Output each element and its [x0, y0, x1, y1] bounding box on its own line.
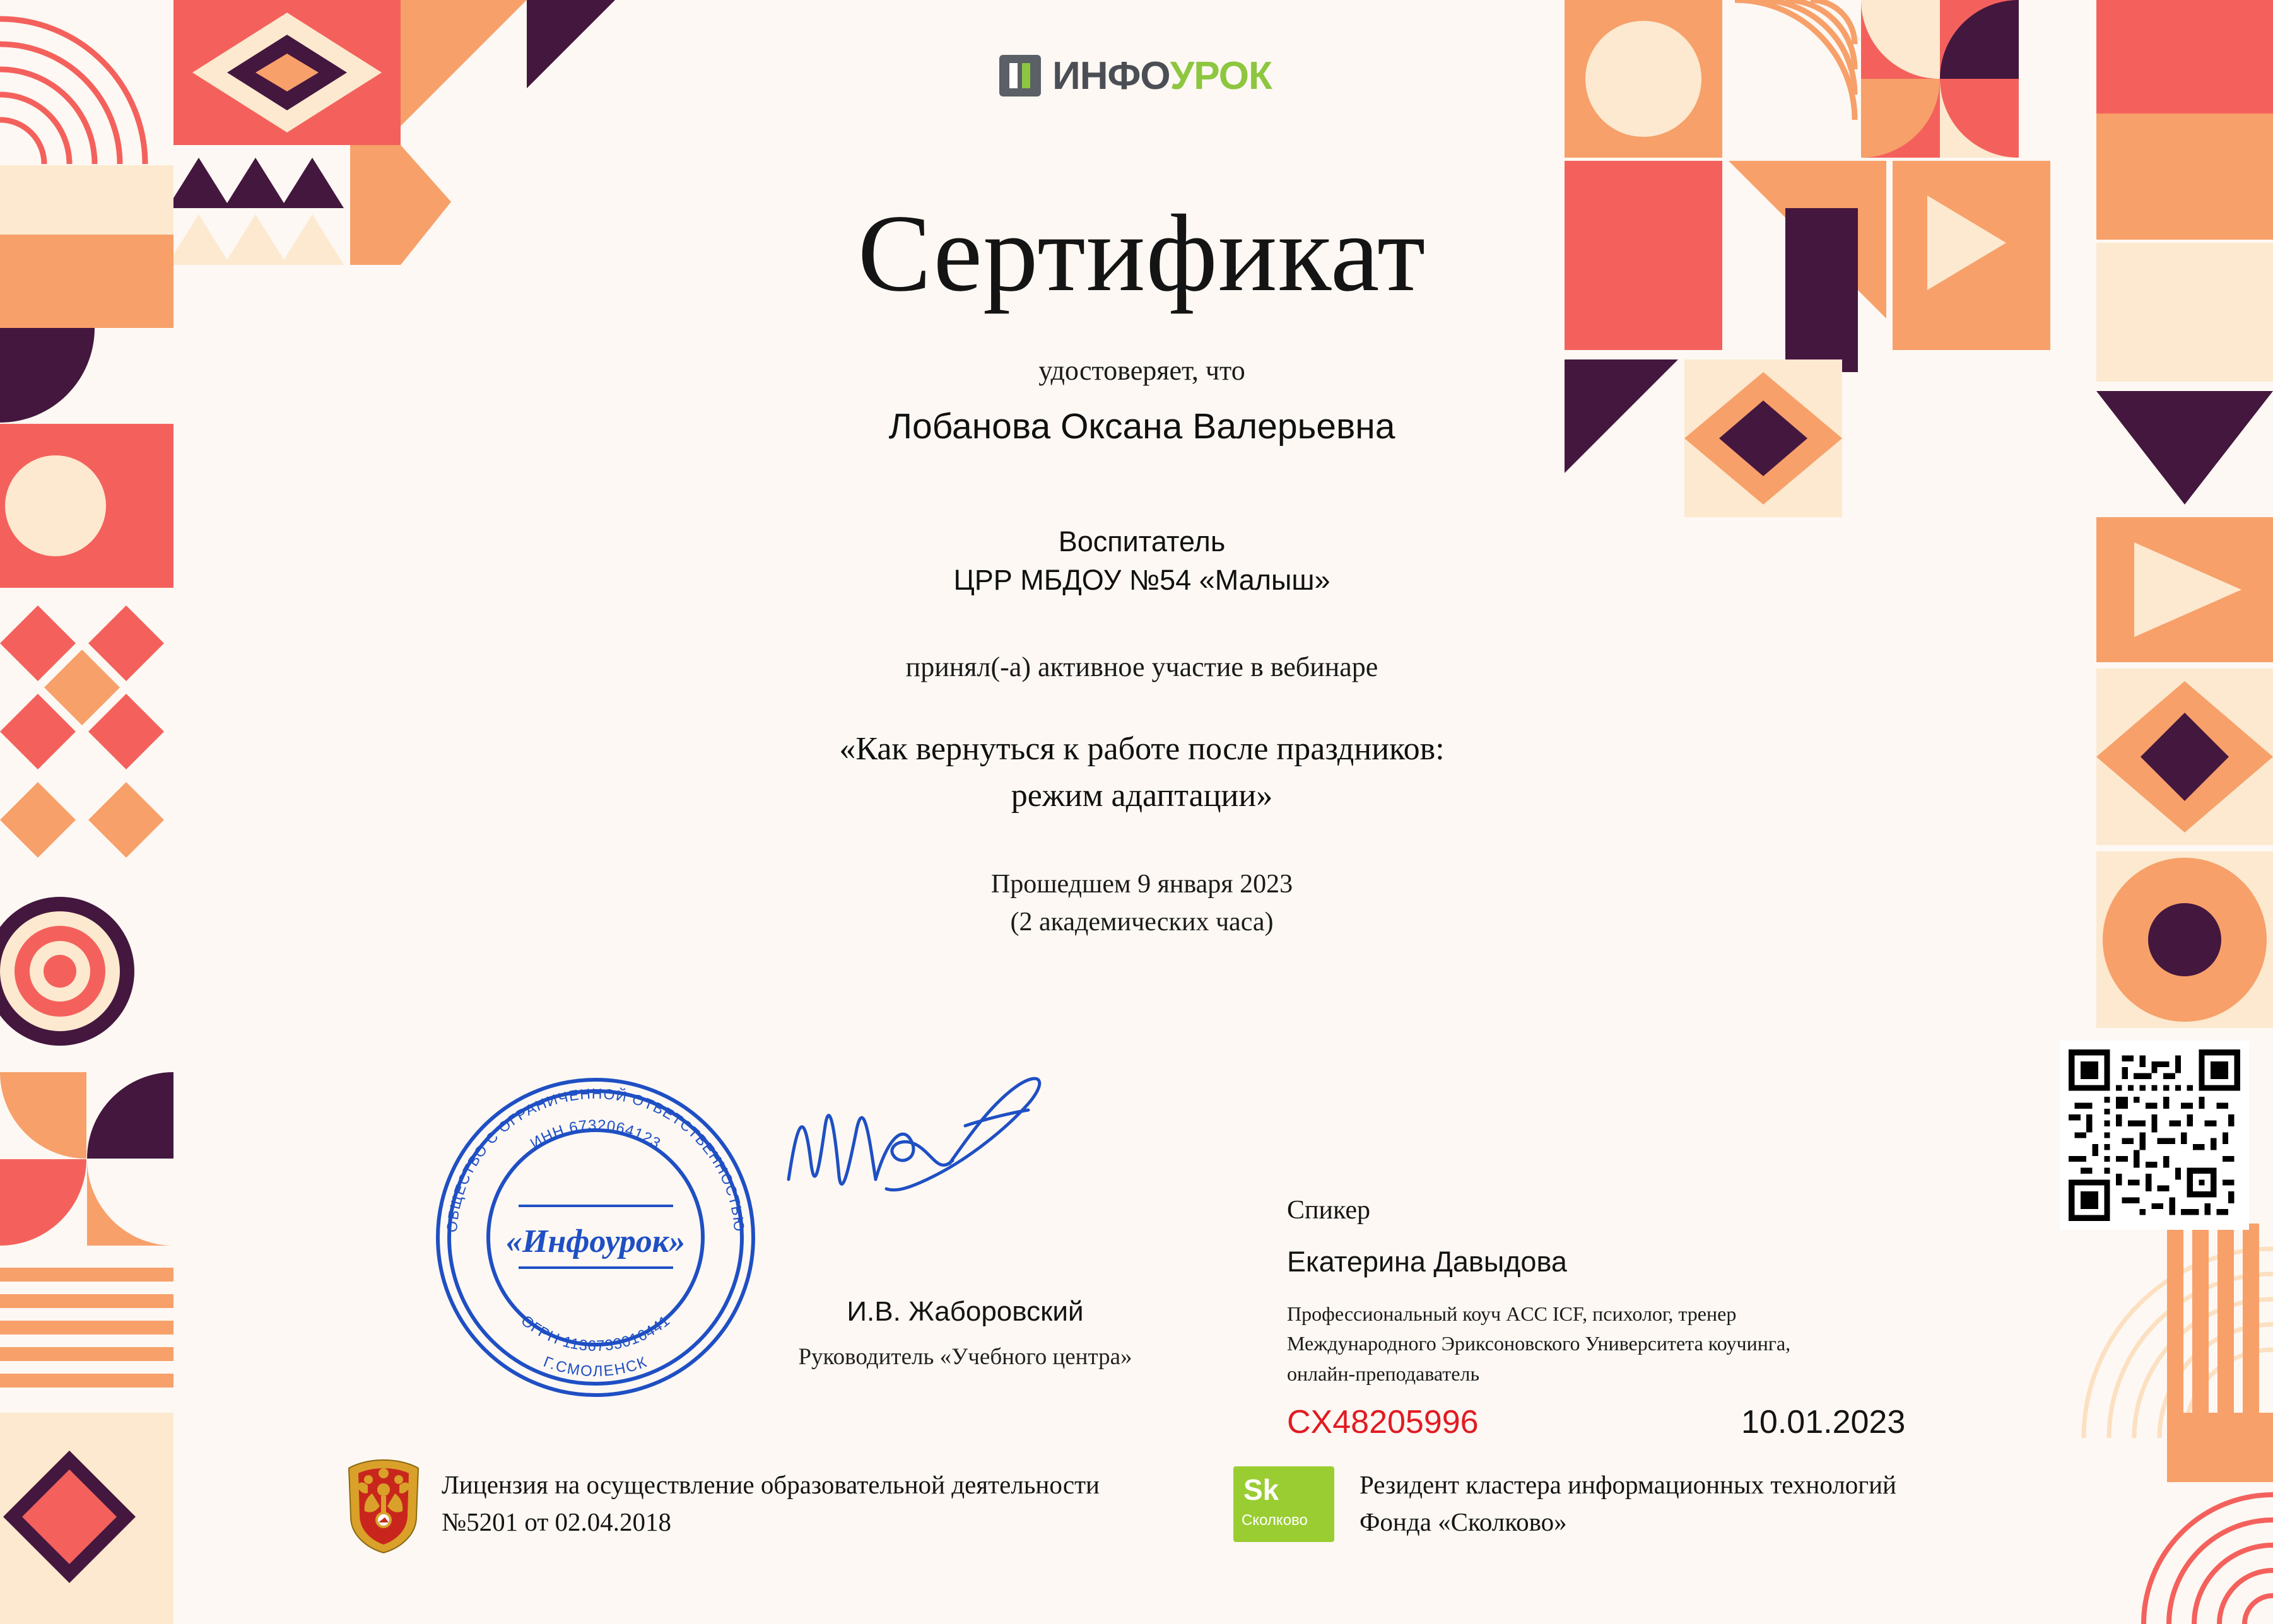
skolkovo-logo-sk: Sk	[1243, 1473, 1279, 1506]
certificate-body	[694, 0, 1590, 941]
recipient-organization: ЦРР МБДОУ №54 «Малыш»	[953, 563, 1330, 596]
webinar-passed-date: Прошедшем 9 января 2023	[990, 869, 1293, 899]
skolkovo-text: Резидент кластера информационных технологий Фонда «Сколково»	[1360, 1470, 1896, 1537]
svg-text:«Инфоурок»: «Инфоурок»	[505, 1224, 686, 1259]
svg-text:Г.СМОЛЕНСК: Г.СМОЛЕНСК	[541, 1353, 650, 1381]
decorative-border-bottom-right	[1956, 1224, 2273, 1624]
webinar-title-line-1: «Как вернуться к работе после праздников:	[839, 731, 1445, 768]
participation-line: принял(-а) активное участие в вебинаре	[905, 651, 1378, 683]
recipient-role	[694, 523, 1590, 600]
official-stamp	[424, 1066, 768, 1410]
infourok-logo-text-urok: УРОК	[1170, 54, 1272, 98]
license-text: Лицензия на осуществление образовательной деятельности №5201 от 02.04.2018	[442, 1470, 1100, 1537]
certifies-line: удостоверяет, что	[1038, 354, 1245, 386]
webinar-date-block	[694, 866, 1590, 941]
signatory-name: И.В. Жаборовский	[847, 1296, 1084, 1327]
recipient-position: Воспитатель	[1058, 525, 1226, 558]
infourok-logo-text-info: ИНФО	[1052, 54, 1170, 98]
russian-emblem-icon	[346, 1457, 421, 1555]
webinar-title	[694, 726, 1590, 819]
speaker-label: Спикер	[1287, 1196, 1370, 1225]
certificate-number: CX48205996	[1287, 1404, 1479, 1440]
webinar-title-line-2: режим адаптации»	[1011, 778, 1273, 814]
decorative-border-top-right	[1565, 0, 2096, 523]
svg-text:ИНН 6732064123: ИНН 6732064123	[527, 1116, 664, 1153]
qr-code[interactable]	[2060, 1041, 2249, 1230]
skolkovo-logo	[1233, 1466, 1334, 1542]
certificate-date: 10.01.2023	[1741, 1404, 1906, 1440]
svg-text:ОГРН 1136733016441: ОГРН 1136733016441	[517, 1312, 674, 1355]
svg-text:ОБЩЕСТВО С ОГРАНИЧЕННОЙ ОТВЕТС: ОБЩЕСТВО С ОГРАНИЧЕННОЙ ОТВЕТСТВЕННОСТЬЮ	[443, 1085, 748, 1233]
decorative-border-top-left	[173, 0, 697, 315]
signature-mark	[776, 1066, 1060, 1255]
signatory-role: Руководитель «Учебного центра»	[798, 1344, 1132, 1370]
decorative-border-left	[0, 0, 173, 1624]
recipient-name: Лобанова Оксана Валерьевна	[888, 406, 1395, 447]
page-title: Сертификат	[857, 192, 1426, 314]
speaker-description: Профессиональный коуч ACC ICF, психолог, тренер Международного Эриксоновского Университета коучинга, онлайн-преподаватель	[1287, 1302, 1791, 1385]
skolkovo-logo-name: Сколково	[1242, 1512, 1308, 1529]
webinar-duration: (2 академических часа)	[1010, 907, 1274, 937]
speaker-name: Екатерина Давыдова	[1287, 1246, 1567, 1278]
